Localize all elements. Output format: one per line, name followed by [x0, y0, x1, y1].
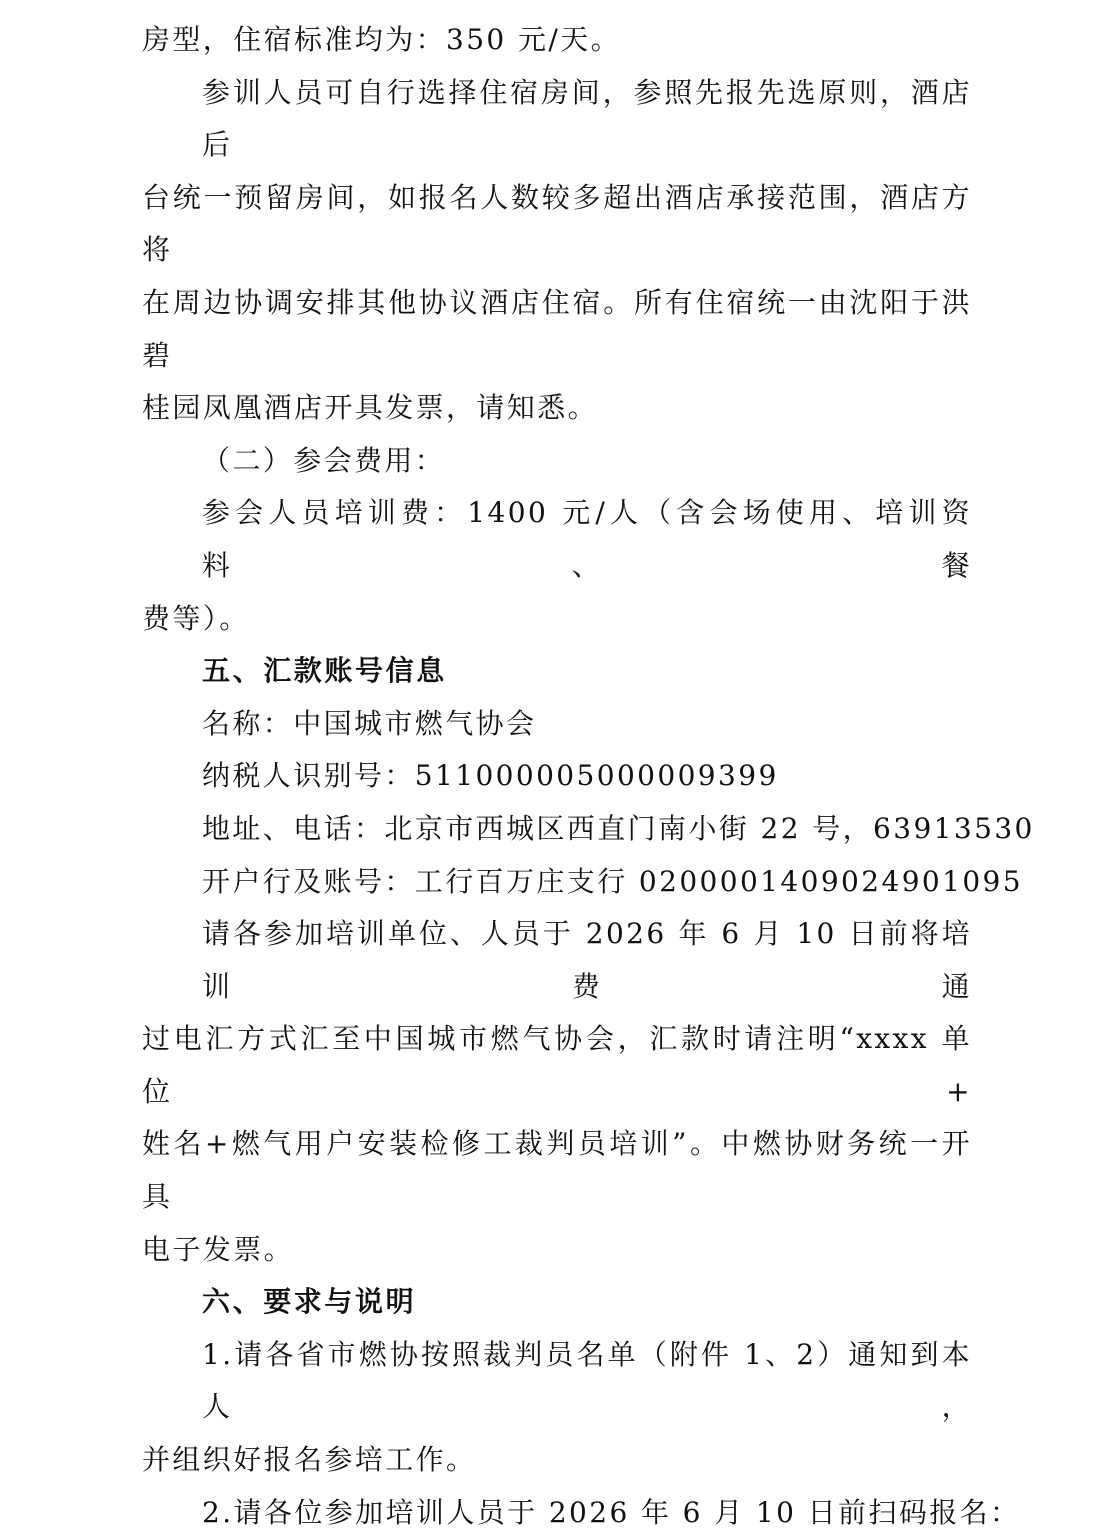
address-phone-line — [142, 803, 1035, 856]
section-heading-requirements — [142, 1276, 972, 1329]
fee-subheading — [142, 435, 972, 488]
bank-account-line — [142, 856, 1023, 909]
text-line: 纳税人识别号：511000005000009399 — [202, 759, 779, 793]
text-line: 在周边协调安排其他协议酒店住宿。所有住宿统一由沈阳于洪碧 — [142, 285, 972, 372]
heading-text: 六、要求与说明 — [202, 1285, 417, 1319]
text-line: 桂园凤凰酒店开具发票，请知悉。 — [142, 391, 599, 425]
text-line: 并组织好报名参培工作。 — [142, 1443, 477, 1477]
document-page — [142, 14, 1035, 1539]
text-line: 名称：中国城市燃气协会 — [202, 706, 537, 740]
remittance-instruction-paragraph — [142, 908, 972, 1276]
taxpayer-id-line — [142, 750, 972, 803]
accommodation-price-paragraph — [142, 14, 972, 67]
text-line: 过电汇方式汇至中国城市燃气协会，汇款时请注明“xxxx 单位+ — [142, 1022, 972, 1108]
text-line: 参训人员可自行选择住宿房间，参照先报先选原则，酒店后 — [202, 75, 972, 162]
text-line: 1.请各省市燃协按照裁判员名单（附件 1、2）通知到本人， — [202, 1337, 972, 1424]
text-line: 电子发票。 — [142, 1232, 295, 1266]
text-line: 台统一预留房间，如报名人数较多超出酒店承接范围，酒店方将 — [142, 180, 972, 267]
account-name-line — [142, 698, 972, 751]
section-heading-remittance — [142, 645, 972, 698]
text-line: （二）参会费用： — [202, 443, 446, 477]
text-line: 姓名+燃气用户安装检修工裁判员培训”。中燃协财务统一开具 — [142, 1127, 972, 1214]
training-fee-paragraph — [142, 487, 972, 645]
text-line: 开户行及账号：工行百万庄支行 0200001409024901095 — [202, 864, 1023, 898]
requirement-item-2 — [142, 1487, 1021, 1539]
requirement-item-1 — [142, 1329, 972, 1487]
text-line: 2.请各位参加培训人员于 2026 年 6 月 10 日前扫码报名： — [202, 1495, 1021, 1529]
text-line: 房型，住宿标准均为：350 元/天。 — [142, 23, 621, 56]
text-line: 请各参加培训单位、人员于 2026 年 6 月 10 日前将培训费通 — [202, 917, 972, 1003]
heading-text: 五、汇款账号信息 — [202, 654, 447, 688]
text-line: 地址、电话：北京市西城区西直门南小街 22 号，63913530 — [202, 811, 1035, 845]
room-selection-paragraph — [142, 67, 972, 435]
text-line: 费等）。 — [142, 601, 250, 635]
text-line: 参会人员培训费：1400 元/人（含会场使用、培训资料、餐 — [202, 496, 972, 582]
